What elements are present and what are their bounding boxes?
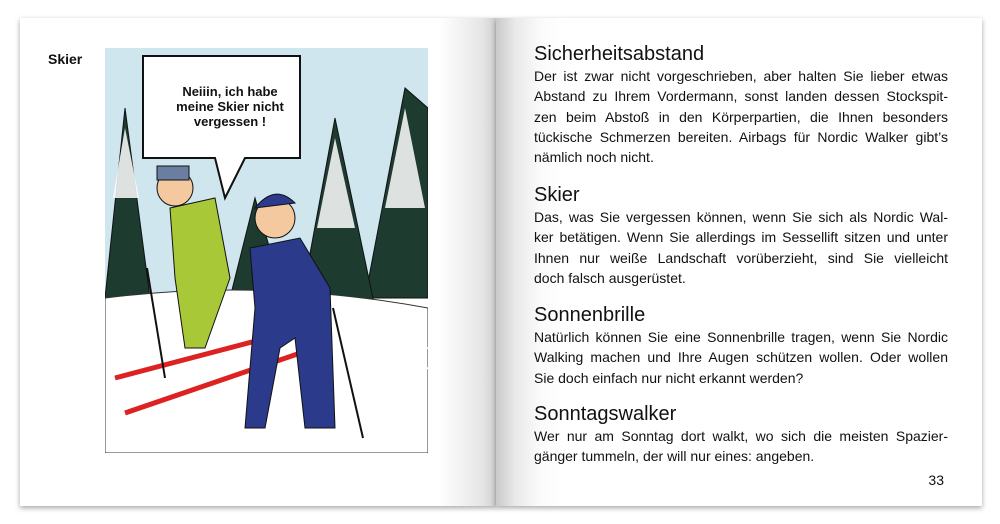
right-page bbox=[496, 18, 982, 506]
body-line: Sie doch einfach nur nicht erkannt werden? bbox=[534, 369, 804, 386]
body-line: Das, was Sie vergessen können, wenn Sie sich als Nordic Wal- bbox=[534, 209, 948, 225]
body-line: Wer nur am Sonntag dort walkt, wo sich die meisten Spazier- bbox=[534, 428, 948, 444]
section-sonntagswalker bbox=[534, 402, 948, 467]
section-skier bbox=[534, 183, 948, 288]
body-line: Der ist zwar nicht vorgeschrieben, aber halten Sie lieber etwas bbox=[534, 68, 948, 84]
cartoon-illustration bbox=[105, 48, 428, 453]
speech-line: vergessen ! bbox=[193, 114, 267, 129]
body-line: gänger tummeln, der will nur eines: angeben. bbox=[534, 448, 815, 465]
speech-line: Neiiin, ich habe bbox=[182, 84, 278, 99]
speech-bubble bbox=[165, 84, 295, 129]
body-line: Abstand zu Ihrem Vordermann, sonst landen dessen Stockspit- bbox=[534, 88, 948, 105]
section-sonnenbrille bbox=[534, 303, 948, 388]
body-line: doch falsch ausgerüstet. bbox=[534, 269, 686, 286]
section-heading: Sicherheitsabstand bbox=[534, 43, 705, 65]
body-line: ker betätigen. Wenn Sie allerdings im Sessellift sitzen und unter bbox=[534, 229, 948, 246]
page-number: 33 bbox=[928, 472, 944, 488]
speech-line: meine Skier nicht bbox=[176, 99, 284, 114]
body-line: nämlich noch nicht. bbox=[534, 149, 654, 166]
section-label: Skier bbox=[48, 51, 83, 67]
body-line: Walking machen und Ihre Augen schützen wollen. Oder wollen bbox=[534, 349, 948, 366]
section-heading: Skier bbox=[534, 184, 580, 206]
body-line: Ihnen nur weiße Landschaft vorüberzieht, sind Sie vielleicht bbox=[534, 249, 948, 266]
body-line: tückische Schmerzen bereiten. Airbags für Nordic Walker gibt’s bbox=[534, 128, 948, 145]
body-line: Natürlich können Sie eine Sonnenbrille tragen, wenn Sie Nordic bbox=[534, 329, 948, 345]
body-line: zen beim Abstoß in den Körperpartien, die Ihnen besonders bbox=[534, 108, 948, 125]
section-sicherheitsabstand bbox=[534, 42, 948, 167]
section-heading: Sonntagswalker bbox=[534, 403, 677, 425]
left-page bbox=[20, 18, 496, 506]
section-heading: Sonnenbrille bbox=[534, 304, 646, 326]
